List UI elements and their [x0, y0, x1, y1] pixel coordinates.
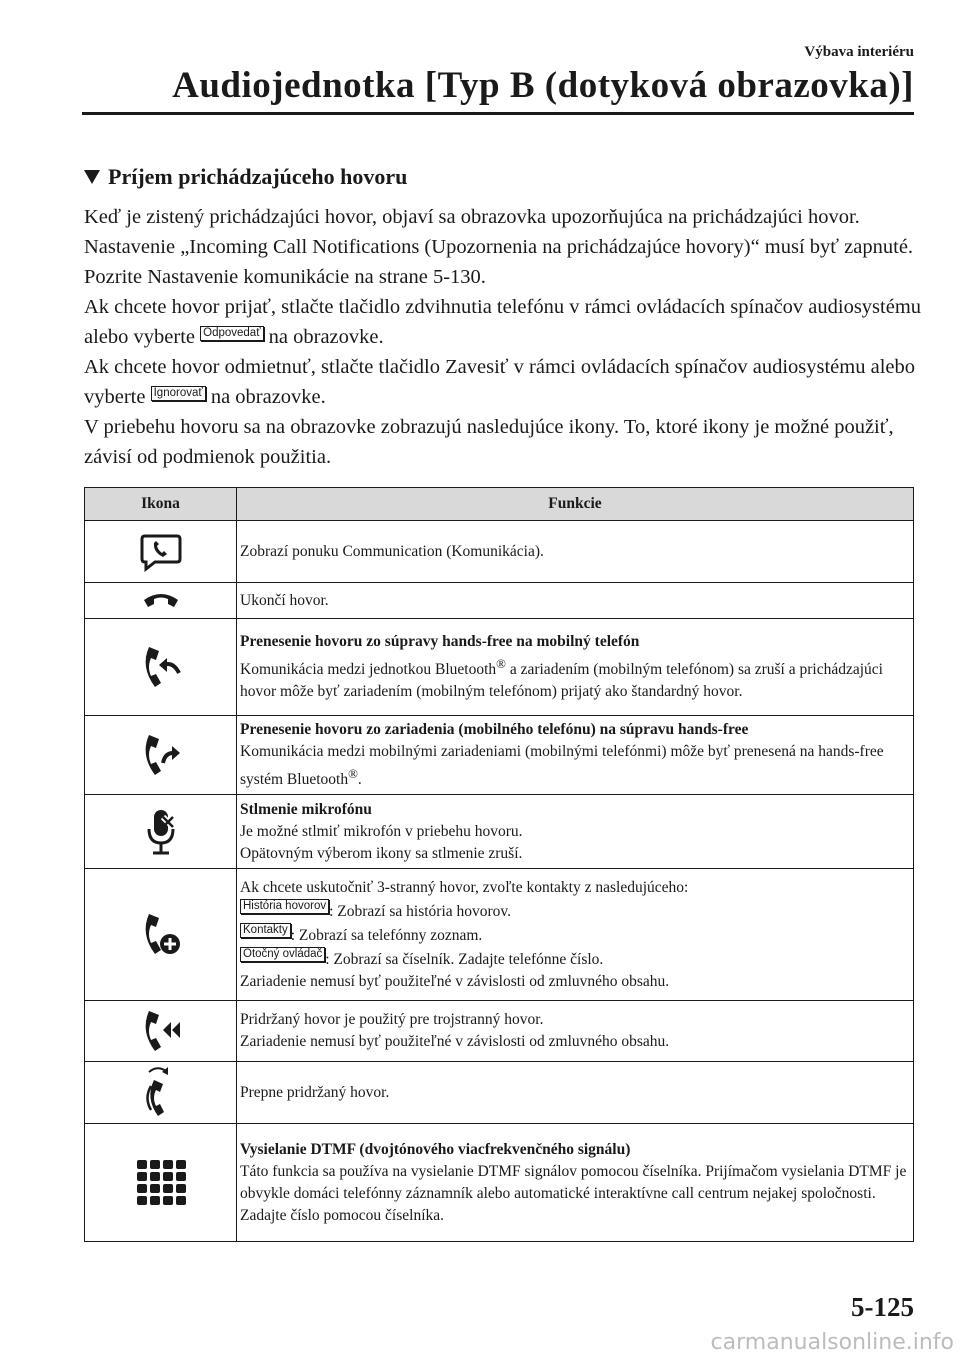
table-row — [85, 1001, 914, 1062]
header-section-label: Výbava interiéru — [804, 44, 914, 60]
icon-cell — [85, 619, 237, 716]
section-title — [84, 164, 407, 190]
hang-up-icon — [141, 590, 181, 612]
row-line: Zariadenie nemusí byť použiteľné v závislosti od zmluvného obsahu. — [240, 972, 670, 990]
ignore-button: Ignorovať — [151, 386, 206, 401]
paragraph-reference: Pozrite Nastavenie komunikácie na strane 5-130. — [84, 266, 486, 288]
icon-function-table — [84, 487, 914, 1242]
row-line: Je možné stlmiť mikrofón v priebehu hovoru. — [240, 822, 523, 840]
function-cell — [237, 619, 914, 716]
column-header-icon: Ikona — [85, 488, 237, 521]
watermark: carmanualsonline.info — [710, 1330, 954, 1355]
table-row — [85, 869, 914, 1001]
row-text-a: Komunikácia medzi mobilnými zariadeniami (mobilnými telefónmi) môže byť prenesená na hands-free systém Bluetooth — [240, 743, 884, 789]
row-line — [240, 923, 909, 947]
row-line — [240, 947, 909, 971]
function-cell — [237, 795, 914, 869]
row-line — [240, 899, 909, 923]
paragraph-icons-intro: V priebehu hovoru sa na obrazovke zobrazujú nasledujúce ikony. To, ktoré ikony je možné použiť, závisí od podmienok použitia. — [84, 416, 894, 468]
row-title: Vysielanie DTMF (dvojtónového viacfrekvenčného signálu) — [240, 1140, 631, 1158]
table-row — [85, 583, 914, 619]
registered-mark: ® — [496, 655, 506, 671]
row-line: Zadajte číslo pomocou číselníka. — [240, 1206, 445, 1224]
body-text — [84, 202, 924, 472]
row-line: Pridržaný hovor je použitý pre trojstranný hovor. — [240, 1011, 544, 1029]
table-row — [85, 1062, 914, 1124]
row-text-b: a zariadením (mobilným telefónom) sa zruší a prichádzajúci hovor môže byť zariadením (mobilným telefónom) prijatý ako štandardný hovor. — [240, 661, 883, 701]
row-text: Prepne pridržaný hovor. — [240, 1083, 390, 1101]
row-text-b: . — [357, 771, 362, 789]
function-cell — [237, 521, 914, 583]
function-cell — [237, 583, 914, 619]
mute-microphone-icon — [143, 807, 179, 857]
page-header-title: Audiojednotka [Typ B (dotyková obrazovka)] — [172, 65, 914, 106]
rotary-dial-text: : Zobrazí sa číselník. Zadajte telefónne číslo. — [325, 950, 604, 968]
contacts-button: Kontakty — [240, 923, 291, 938]
communication-icon — [139, 532, 183, 572]
answer-button: Odpovedať — [200, 326, 263, 341]
merge-call-icon — [139, 1007, 183, 1055]
decline-text-b: na obrazovke. — [210, 386, 326, 408]
row-title: Prenesenie hovoru zo súpravy hands-free na mobilný telefón — [240, 632, 640, 650]
function-cell — [237, 1062, 914, 1124]
column-header-function: Funkcie — [237, 488, 914, 521]
function-cell — [237, 869, 914, 1001]
paragraph-answer — [84, 292, 924, 352]
row-text: Zobrazí ponuku Communication (Komunikácia). — [240, 542, 544, 560]
function-cell — [237, 1124, 914, 1242]
transfer-to-handsfree-icon — [139, 731, 183, 779]
icon-cell — [85, 521, 237, 583]
row-line: Ak chcete uskutočniť 3-stranný hovor, zvoľte kontakty z nasledujúceho: — [240, 878, 689, 896]
icon-cell — [85, 869, 237, 1001]
add-call-icon — [139, 910, 183, 960]
page-number: 5-125 — [851, 1292, 914, 1322]
row-text-a: Komunikácia medzi jednotkou Bluetooth — [240, 661, 497, 679]
icon-cell — [85, 1001, 237, 1062]
icon-cell — [85, 1062, 237, 1124]
triangle-bullet-icon — [84, 170, 100, 184]
keypad-icon — [135, 1157, 187, 1209]
paragraph-decline — [84, 352, 924, 412]
icon-cell — [85, 583, 237, 619]
table-row — [85, 1124, 914, 1242]
table-row — [85, 716, 914, 795]
row-text: Táto funkcia sa používa na vysielanie DTMF signálov pomocou číselníka. Prijímačom vysielania DTMF je obvykle domáci telefónny záznamník alebo automatické interaktívne call centrum nejakej spoločnosti. — [240, 1162, 907, 1202]
contacts-text: : Zobrazí sa telefónny zoznam. — [290, 926, 483, 944]
icon-cell — [85, 1124, 237, 1242]
table-row — [85, 521, 914, 583]
rotary-dial-button: Otočný ovládač — [240, 947, 325, 962]
answer-text-b: na obrazovke. — [268, 326, 384, 348]
row-line: Zariadenie nemusí byť použiteľné v závislosti od zmluvného obsahu. — [240, 1033, 670, 1051]
paragraph-intro: Keď je zistený prichádzajúci hovor, objaví sa obrazovka upozorňujúca na prichádzajúci hovor. Nastavenie „Incoming Call Notifications (Upozornenia na prichádzajúce hovory)“ musí byť zapnuté. — [84, 206, 914, 258]
row-text: Ukončí hovor. — [240, 591, 329, 609]
table-row — [85, 619, 914, 716]
swap-call-icon — [139, 1066, 183, 1120]
header-divider — [82, 112, 914, 115]
registered-mark: ® — [348, 766, 358, 781]
table-header-row — [85, 488, 914, 521]
decline-text-a: Ak chcete hovor odmietnuť, stlačte tlačidlo Zavesiť v rámci ovládacích spínačov audiosystému alebo vyberte — [84, 356, 915, 408]
transfer-to-phone-icon — [139, 643, 183, 691]
call-history-button: História hovorov — [240, 899, 329, 914]
function-cell — [237, 1001, 914, 1062]
table-row — [85, 795, 914, 869]
answer-text-a: Ak chcete hovor prijať, stlačte tlačidlo zdvihnutia telefónu v rámci ovládacích spínačov audiosystému alebo vyberte — [84, 296, 922, 348]
function-cell — [237, 716, 914, 795]
row-line: Opätovným výberom ikony sa stlmenie zruší. — [240, 844, 523, 862]
call-history-text: : Zobrazí sa história hovorov. — [329, 902, 512, 920]
icon-cell — [85, 716, 237, 795]
row-title: Prenesenie hovoru zo zariadenia (mobilného telefónu) na súpravu hands-free — [240, 721, 749, 738]
section-title-text: Príjem prichádzajúceho hovoru — [108, 164, 408, 189]
row-title: Stlmenie mikrofónu — [240, 800, 372, 818]
icon-cell — [85, 795, 237, 869]
